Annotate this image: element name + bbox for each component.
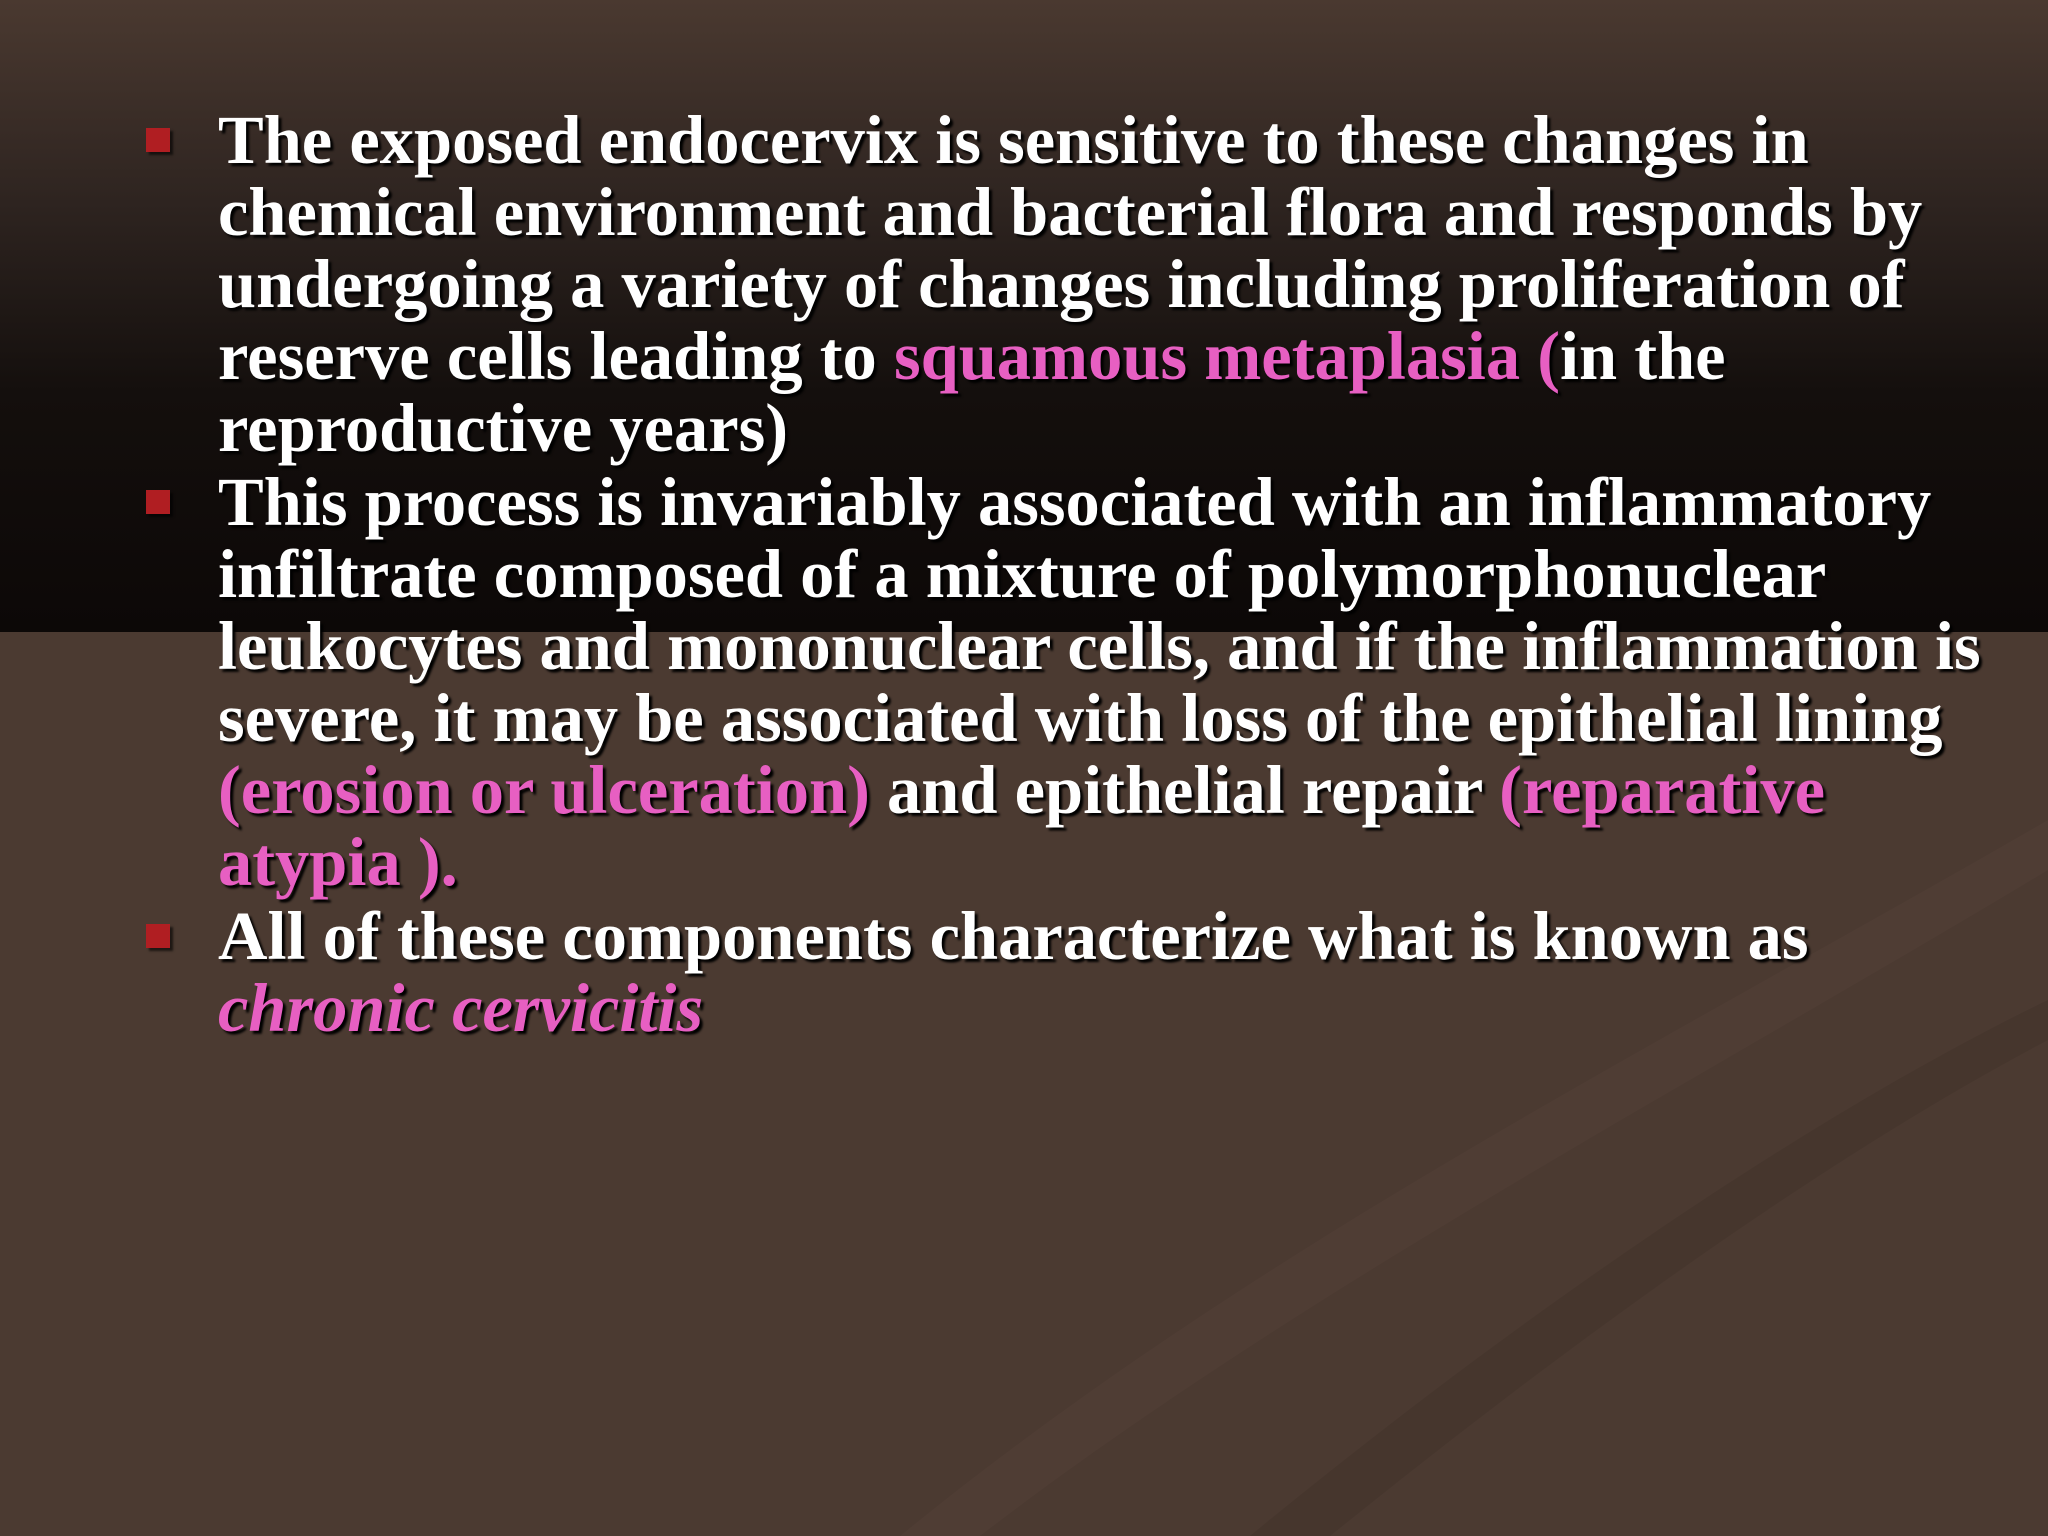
- bullet-square-icon: [146, 128, 170, 152]
- highlight-erosion-ulceration: (erosion or ulceration): [218, 752, 870, 828]
- highlight-squamous-metaplasia: squamous metaplasia (: [893, 318, 1561, 394]
- bullet-item-3: [140, 900, 2020, 1044]
- highlight-reparative-atypia: (reparative atypia ).: [218, 752, 1826, 900]
- bullet-3-text: All of these components characterize what is known as: [218, 898, 1809, 974]
- bullet-1-text-end: in the reproductive years): [218, 318, 1726, 466]
- bullet-item-1: [140, 104, 2020, 464]
- bullet-1-text: The exposed endocervix is sensitive to these changes in chemical environment and bacterial flora and responds by undergoing a variety of changes including proliferation of reserve cells leading to: [218, 102, 1923, 394]
- bullet-item-2: [140, 466, 2020, 898]
- bullet-square-icon: [146, 924, 170, 948]
- highlight-chronic-cervicitis: chronic cervicitis: [218, 970, 704, 1046]
- bullet-2-text: This process is invariably associated with an inflammatory infiltrate composed of a mixture of polymorphonuclear leukocytes and mononuclear cells, and if the inflammation is severe, it may be associated with loss of the epithelial lining: [218, 464, 1981, 756]
- bullet-2-text-mid: and epithelial repair: [869, 752, 1500, 828]
- bullet-square-icon: [146, 490, 170, 514]
- bullet-list: [140, 104, 2020, 1044]
